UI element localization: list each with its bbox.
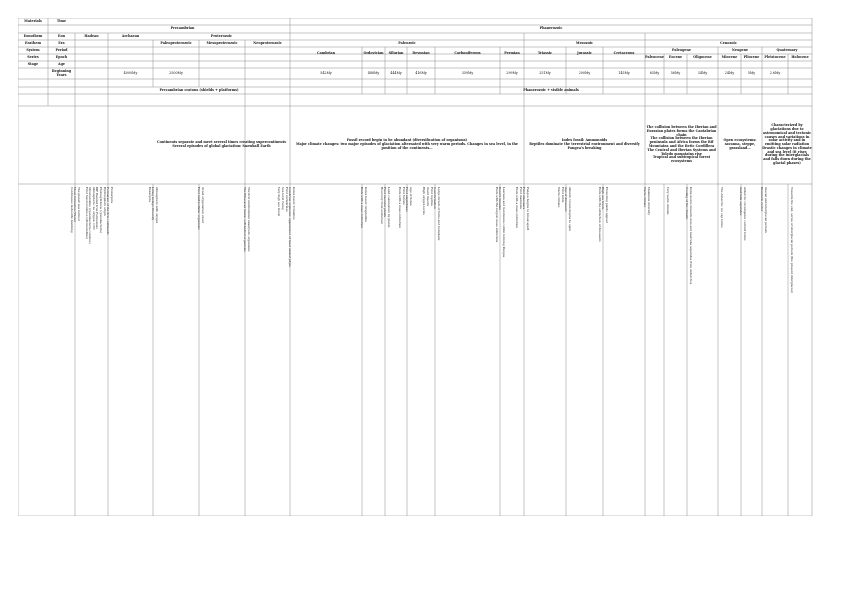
geologic-time-table: [18, 18, 830, 516]
period-jurassic: Jurassic: [577, 51, 592, 56]
detail-carboniferous: Large forests of ferns and horsetails Coal formation First reptiles Giant insects High oxygen levels: [422, 187, 441, 241]
period-permian: Permian: [504, 51, 520, 56]
eon-phanerozoic: Phanerozoic: [539, 25, 563, 30]
detail-jurassic: Atlantic Ocean begins to open Age of dinosaurs First birds Warm climate: [557, 187, 572, 232]
beginning-year-jurassic: 200My: [578, 70, 591, 75]
detail-hadean: The planet was formed Moon formation (Theia) Continuous meteorite bombing: [69, 187, 81, 233]
epoch-pliocene: Pliocene: [743, 54, 760, 59]
summary-paleozoic: Fossil record begin to be abundant (diversification of organisms) Major climate changes: two major episodes of glaciation alternated with very warm periods. Changes in sea level, in the position of the continents…: [295, 138, 519, 150]
era-mesozoic: Mesozoic: [575, 40, 594, 45]
epoch-miocene: Miocene: [721, 54, 738, 59]
detail-cretaceous: Flowering plants appear High sea levels Ends with the extinction of dinosaurs: [597, 187, 609, 242]
detail-paleocene: Mammals diversify Warm climate: [643, 187, 651, 215]
detail-mesoproterozoic: Great oxygenation event First multicellular organisms: [197, 187, 205, 230]
header-era: Era: [58, 40, 65, 45]
summary-paleogene: The collision between the Iberian and Eurasian plates forms the Cantabrian chain The collision between the Iberian peninsula and Africa forms the Rif Mountains and the Betic Cordillera The Central and Iberian Systems and Toledo mountains rise Tropical and subtropical forest ecosystems: [646, 125, 717, 164]
header-eon: Eon: [57, 33, 66, 38]
beginning-year-paleoproterozoic: 2500My: [169, 70, 183, 75]
header-period: Period: [55, 47, 68, 52]
period-silurian: Silurian: [388, 51, 404, 56]
beginning-year-paleocene: 65My: [649, 70, 660, 75]
period-paleogene: Paleogene: [672, 47, 691, 52]
era-neoproterozoic: Neoproterozoic: [253, 40, 282, 45]
epoch-eocene: Eocene: [668, 54, 683, 59]
period-ordovician: Ordovician: [363, 51, 384, 56]
period-devonian: Devonian: [412, 51, 430, 56]
eon-hadean: Hadean: [84, 33, 99, 38]
header-beginning-years: Beginning Years: [51, 68, 72, 77]
epoch-pleistocene: Pleistocene: [764, 54, 786, 59]
summary-proterozoic: Continents separate and meet several times creating supercontinents Several episodes of global glaciation: Snowball Earth: [156, 140, 287, 148]
header-series: Series: [27, 54, 39, 59]
header-erathem: Erathem: [25, 40, 41, 45]
detail-cambrian: Index fossil: Trilobites Cambrian explosion: appearance of most animal phyla First vertebrates Sea level rising Very high sea levels: [277, 187, 296, 267]
beginning-year-miocene: 24My: [724, 70, 735, 75]
beginning-year-devonian: 416My: [415, 70, 427, 75]
period-carboniferous: Carboniferous: [454, 51, 481, 56]
detail-holocene: Towards the end, series of interglacial periods (the present interglacial): [790, 187, 794, 293]
header-age: Age: [58, 61, 65, 66]
period-triassic: Triassic: [537, 51, 553, 56]
header-materials: Materials: [24, 18, 42, 23]
header-stage: Stage: [27, 61, 39, 66]
epoch-oligocene: Oligocene: [693, 54, 712, 59]
detail-triassic: Pangea begins to break apart First dinosaurs First mammals Ends with a mass extinction: [515, 187, 530, 231]
era-cenozoic: Cenozoic: [720, 40, 737, 45]
summary-neogene: Open ecosystems: savanna, steppe, grassland…: [723, 138, 757, 150]
detail-permian: Laurasia and Gondwana collide forming Pangea Desert climates Ends with the largest mass extinction: [494, 187, 506, 258]
epoch-holocene: Holocene: [791, 54, 809, 59]
detail-miocene: The Antarctic ice cap forms: [720, 187, 724, 228]
detail-pleistocene: Glacial and interglacial periods Hominids evolve: [760, 187, 768, 234]
detail-eocene: Very warm climate: [666, 187, 670, 215]
beginning-year-permian: 299My: [506, 70, 518, 75]
header-eonothem: Eonothem: [23, 33, 43, 38]
beginning-year-triassic: 251My: [539, 70, 551, 75]
summary-mesozoic: Index fossil: Ammonoids Reptiles dominate the terrestrial environment and diversify Pangea's breaking: [529, 138, 640, 150]
materials-phanerozoic: Phanerozoic + visible animals: [523, 87, 579, 92]
era-mesoproterozoic: Mesoproterozoic: [206, 40, 238, 45]
beginning-year-cretaceous: 145My: [618, 70, 630, 75]
eon-proterozoic: Proterozoic: [210, 33, 233, 38]
summary-quaternary: Characterized by glaciations due to astronomical and tectonic causes and variations in solar activity and in emitting solar radiation Drastic changes in climate and sea level (it rises during the interglacials and falls down during the glacial phases): [762, 123, 812, 166]
era-paleozoic: Paleozoic: [398, 40, 416, 45]
header-system: System: [26, 47, 40, 52]
period-neogene: Neogene: [731, 47, 749, 52]
detail-archaean: Prokaryota Formation of the first continents Hydrosphere origin Photosynthesis (cyanobacteria) BIF Banded Iron Formations Atmosphere: no oxygen, CO2 Stromatolites (cyanobacteria colonies) First fossil evidence (stromatolites): [84, 187, 114, 244]
epoch-paleocene: Paleocene: [645, 54, 664, 59]
detail-ordovician: Index fossil: Graptolites Ends with a mass extinction: [360, 187, 368, 229]
beginning-year-ordovician: 488My: [367, 70, 380, 75]
period-quaternary: Quaternary: [776, 47, 798, 52]
detail-silurian: Land colonization by plants First vascular plants Recovery from extinction: [379, 187, 391, 228]
detail-pliocene: Antarctic circumpolar current forms Australia separates: [739, 187, 747, 241]
detail-paleoproterozoic: Atmosphere with oxygen Living beings diversify Eukaryota: [147, 187, 159, 224]
beginning-year-silurian: 444My: [390, 70, 402, 75]
beginning-year-archaean: 4000My: [123, 70, 138, 75]
beginning-year-cambrian: 542My: [320, 70, 332, 75]
beginning-year-eocene: 56My: [670, 70, 681, 75]
header-time: Time: [56, 18, 67, 23]
beginning-year-carboniferous: 359My: [461, 70, 474, 75]
header-epoch: Epoch: [55, 54, 68, 59]
detail-neoproterozoic: The first multicellular eukaryotic organisms The Ediacaran fauna: soft-bodied organisms: [243, 187, 251, 252]
beginning-year-pliocene: 5My: [747, 70, 756, 75]
period-cambrian: Cambrian: [316, 51, 336, 56]
detail-oligocene: India moves towards Asia and Australia separates from Antarctica Cooling of the climate: [685, 187, 693, 285]
beginning-year-oligocene: 34My: [697, 70, 708, 75]
detail-devonian: Age of fishes First amphibians First forests Ends with a mass extinction: [398, 187, 413, 229]
eon-archaean: Archaean: [121, 33, 140, 38]
eon-precambrian: Precambrian: [170, 25, 195, 30]
materials-precambrian: Precambrian cratons (shields + platforms): [159, 87, 239, 92]
beginning-year-pleistocene: 2.6My: [769, 70, 781, 75]
period-cretaceous: Cretaceous: [613, 51, 635, 56]
era-paleoproterozoic: Paleoproterozoic: [160, 40, 192, 45]
